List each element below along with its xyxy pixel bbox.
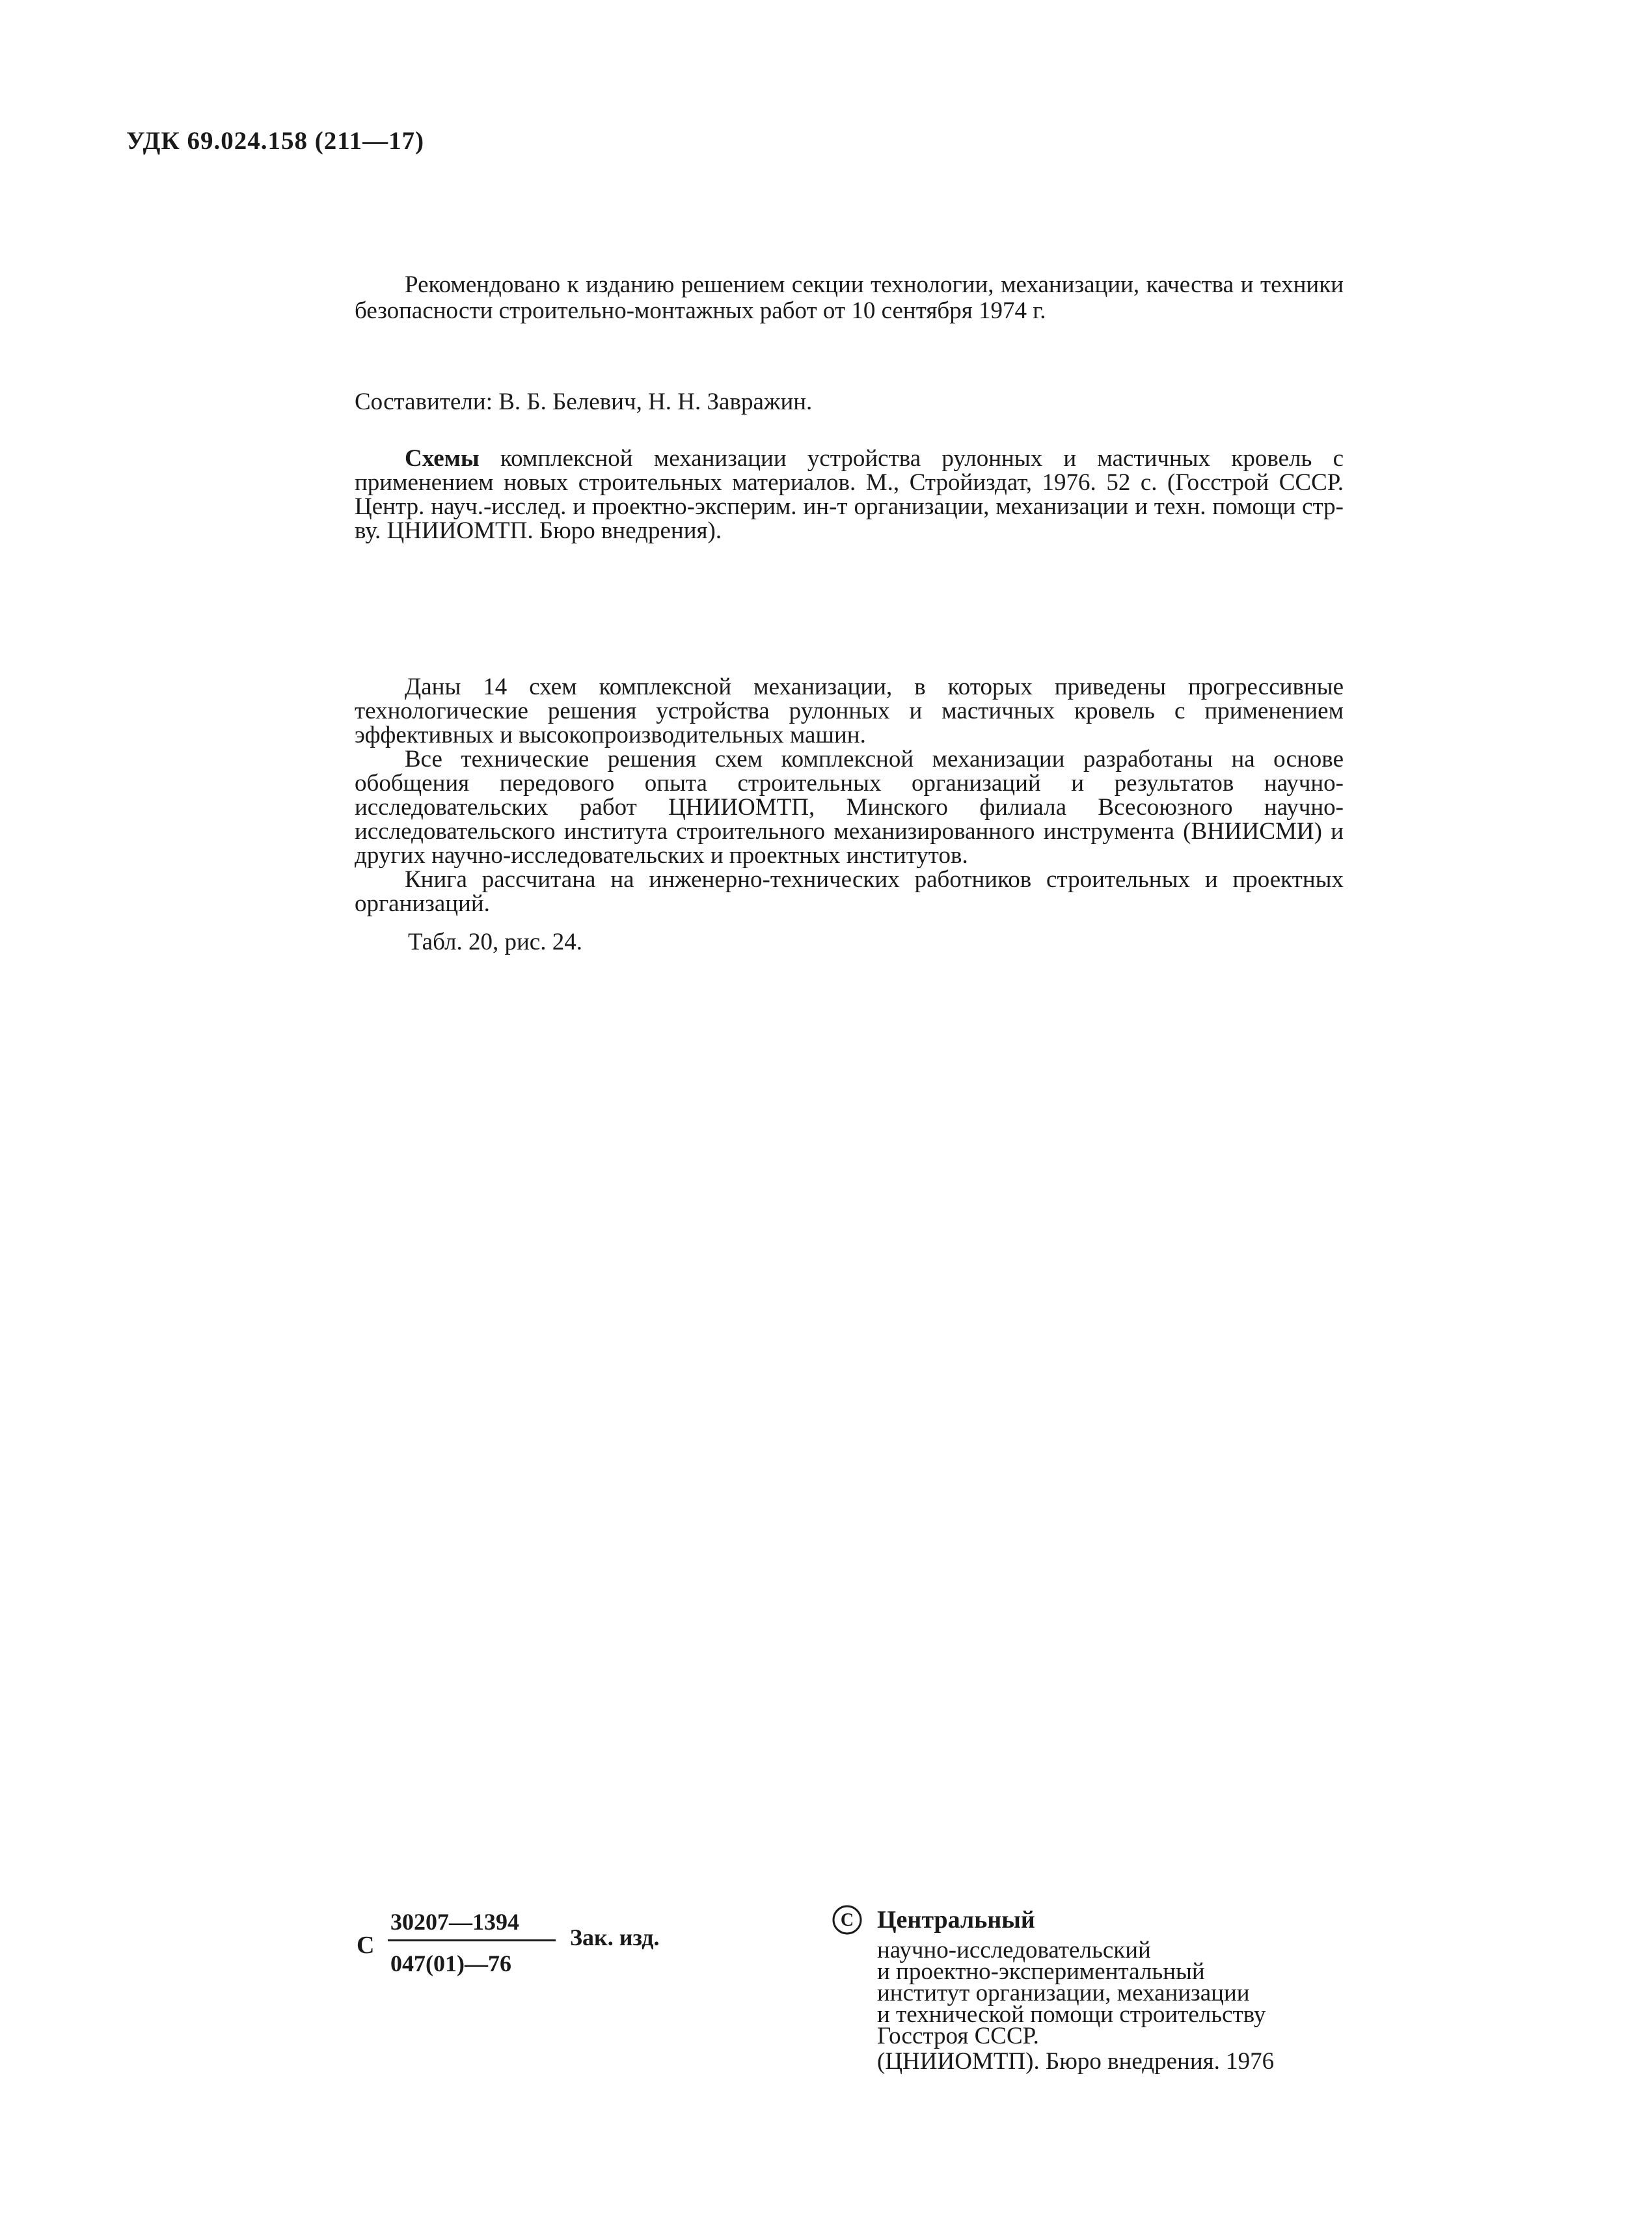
udk-code: УДК 69.024.158 (211—17) — [126, 127, 425, 155]
publication-code — [357, 1908, 669, 1980]
copyright-line: и технической помощи строительству — [877, 2001, 1266, 2028]
copyright-symbol-letter: C — [840, 1910, 854, 1930]
bibliography-title: Схемы — [405, 445, 480, 472]
publication-code-denominator: 047(01)—76 — [390, 1950, 511, 1976]
copyright-line: (ЦНИИОМТП). Бюро внедрения. 1976 — [877, 2048, 1275, 2075]
copyright-icon — [832, 1904, 863, 1935]
bibliography-text: комплексной механизации устройства рулонных и мастичных кровель с применением новых строительных материалов. М., Стройиздат, 1976. 52 с. (Госстрой СССР. Центр. науч.-исслед. и проектно-эксперим. ин-т организации, механизации и техн. помощи стр-ву. ЦНИИОМТП. Бюро внедрения). — [355, 445, 1344, 544]
annotation-paragraph: Даны 14 схем комплексной механизации, в которых приведены прогрессивные технологические решения устройства рулонных и мастичных кровель с применением эффективных и высокопроизводительных машин. — [355, 674, 1344, 748]
publication-code-numerator: 30207—1394 — [390, 1909, 519, 1935]
annotation-paragraph: Книга рассчитана на инженерно-технических работников строительных и проектных организаций. — [355, 866, 1344, 917]
copyright-line: научно-исследовательский — [877, 1937, 1151, 1963]
publication-code-letter: С — [357, 1932, 375, 1959]
copyright-line: и проектно-экспериментальный — [877, 1958, 1205, 1985]
compilers: Составители: В. Б. Белевич, Н. Н. Завражин. — [355, 389, 813, 415]
order-label: Зак. изд. — [570, 1924, 660, 1950]
annotation-paragraph: Все технические решения схем комплексной механизации разработаны на основе обобщения передового опыта строительных организаций и результатов научно-исследовательских работ ЦНИИОМТП, Минского филиала Всесоюзного научно-исследовательского института строительного механизированного инструмента (ВНИИСМИ) и других научно-исследовательских и проектных институтов. — [355, 746, 1344, 869]
copyright-line: институт организации, механизации — [877, 1980, 1250, 2006]
bibliographic-record — [355, 446, 1344, 543]
tables-figures-count: Табл. 20, рис. 24. — [408, 929, 582, 955]
annotation — [355, 675, 1344, 916]
copyright-line: Госстроя СССР. — [877, 2023, 1039, 2049]
copyright-line: Центральный — [877, 1906, 1035, 1934]
fraction-line — [388, 1939, 556, 1941]
recommendation-note: Рекомендовано к изданию решением секции технологии, механизации, качества и техники безопасности строительно-монтажных работ от 10 сентября 1974 г. — [355, 271, 1344, 324]
